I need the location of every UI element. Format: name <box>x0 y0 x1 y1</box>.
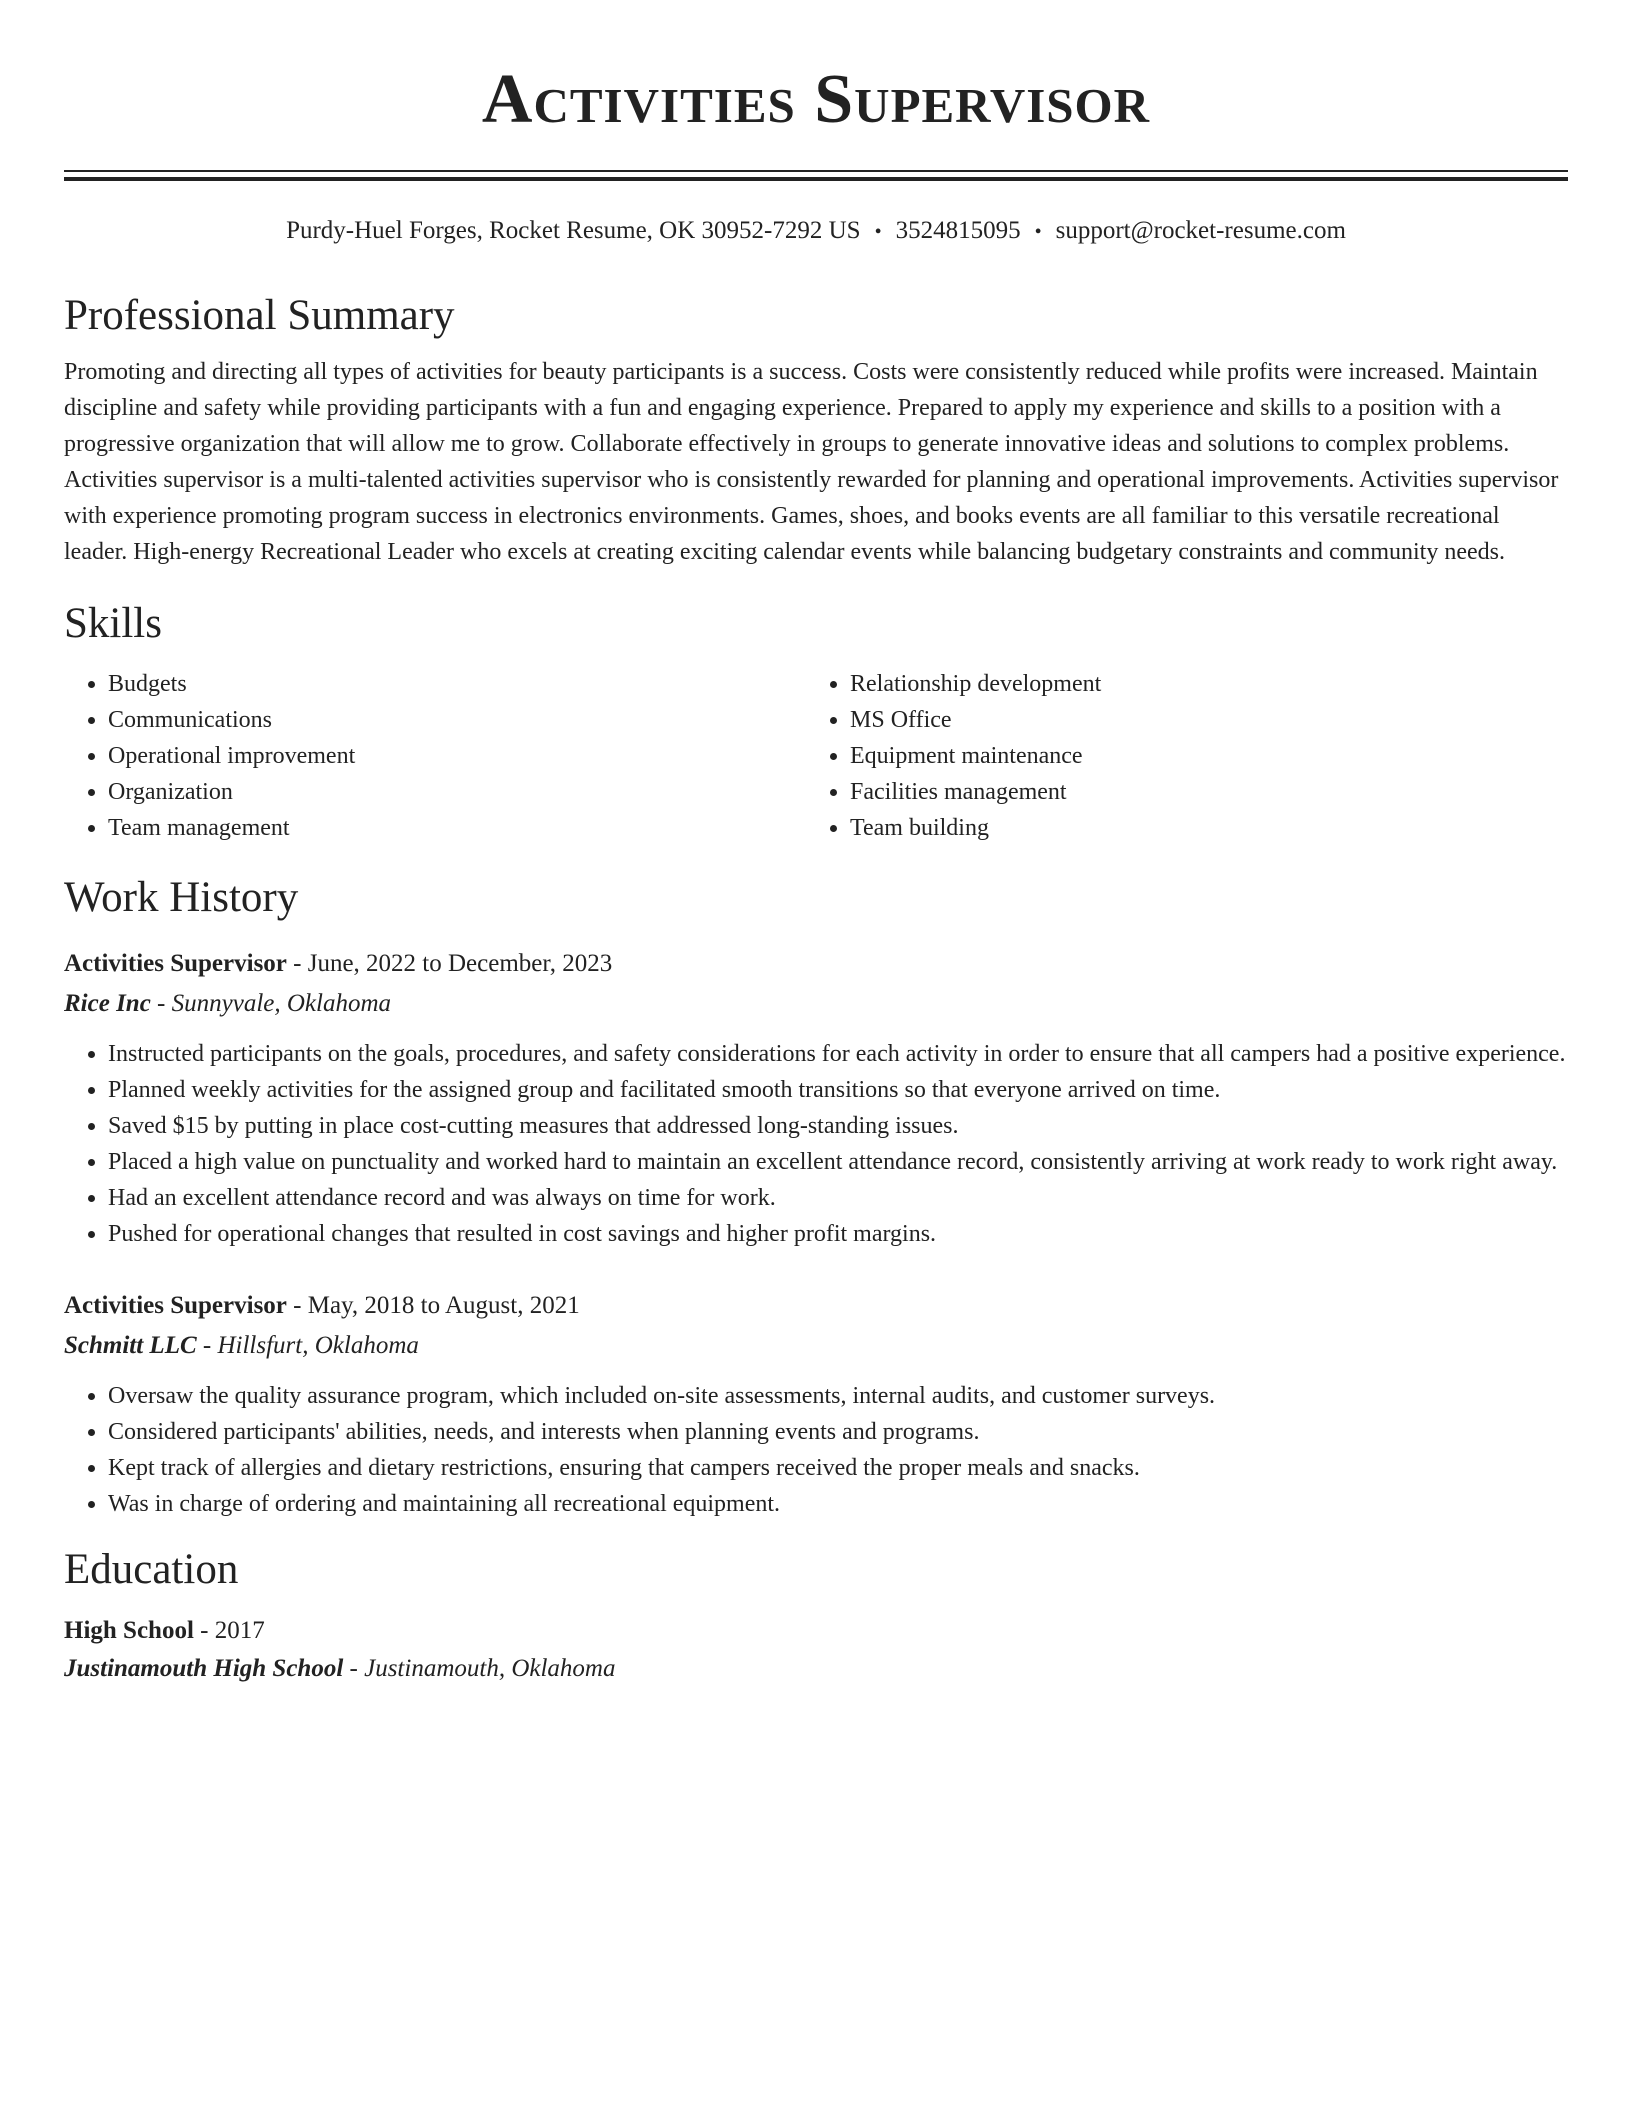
skill-item: • Relationship development <box>850 666 1548 702</box>
job-entry <box>64 944 1568 1252</box>
education-degree-line <box>64 1612 1568 1650</box>
job-dates: - May, 2018 to August, 2021 <box>286 1292 580 1319</box>
skill-item: • Equipment maintenance <box>850 738 1548 774</box>
title-divider <box>64 170 1568 181</box>
contact-separator: • <box>874 221 882 243</box>
summary-heading: Professional Summary <box>64 292 455 339</box>
education-heading: Education <box>64 1546 239 1593</box>
contact-separator: • <box>1034 221 1042 243</box>
job-bullet: • Placed a high value on punctuality and worked hard to maintain an excellent attendance record, consistently arriving at work ready to work right away. <box>108 1144 1568 1180</box>
contact-address: Purdy-Huel Forges, Rocket Resume, OK 30952-7292 US <box>286 217 861 244</box>
skill-item: • Communications <box>108 702 806 738</box>
skills-heading: Skills <box>64 600 162 647</box>
skill-item: • Facilities management <box>850 774 1548 810</box>
job-location: - Sunnyvale, Oklahoma <box>150 990 392 1017</box>
job-dates: - June, 2022 to December, 2023 <box>286 950 613 977</box>
job-company-line <box>64 984 1568 1024</box>
job-title-line <box>64 1286 1568 1326</box>
skills-grid <box>64 666 1568 846</box>
job-company-line <box>64 1326 1568 1366</box>
education-school-line <box>64 1650 1568 1688</box>
skill-item: • Team building <box>850 810 1548 846</box>
job-bullet: • Considered participants' abilities, needs, and interests when planning events and programs. <box>108 1414 1568 1450</box>
job-bullets <box>64 1378 1568 1522</box>
job-title-line <box>64 944 1568 984</box>
summary-text: Promoting and directing all types of activities for beauty participants is a success. Costs were consistently reduced while profits were increased. Maintain discipline and safety while providing participants with a fun and engaging experience. Prepared to apply my experience and skills to a position with a progressive organization that will allow me to grow. Collaborate effectively in groups to generate innovative ideas and solutions to complex problems. Activities supervisor is a multi-talented activities supervisor who is consistently rewarded for planning and operational improvements. Activities supervisor with experience promoting program success in electronics environments. Games, shoes, and books events are all familiar to this versatile recreational leader. High-energy Recreational Leader who excels at creating exciting calendar events while balancing budgetary constraints and community needs. <box>64 359 1559 565</box>
job-bullet: • Oversaw the quality assurance program, which included on-site assessments, internal audits, and customer surveys. <box>108 1378 1568 1414</box>
job-role: Activities Supervisor <box>64 1292 287 1319</box>
contact-line <box>64 215 1568 248</box>
job-bullet: • Kept track of allergies and dietary restrictions, ensuring that campers received the proper meals and snacks. <box>108 1450 1568 1486</box>
job-location: - Hillsfurt, Oklahoma <box>196 1332 419 1359</box>
skill-item: • Organization <box>108 774 806 810</box>
education-entry <box>64 1612 1568 1688</box>
job-company: Rice Inc <box>64 990 151 1017</box>
education-degree: High School <box>64 1617 194 1644</box>
job-entry <box>64 1286 1568 1522</box>
skill-item: • Budgets <box>108 666 806 702</box>
skills-list-right <box>806 666 1548 846</box>
contact-phone: 3524815095 <box>895 217 1021 244</box>
contact-email: support@rocket-resume.com <box>1055 217 1346 244</box>
job-bullet: • Had an excellent attendance record and was always on time for work. <box>108 1180 1568 1216</box>
education-year: - 2017 <box>193 1617 265 1644</box>
skill-item: • MS Office <box>850 702 1548 738</box>
skills-list-left <box>64 666 806 846</box>
skill-item: • Operational improvement <box>108 738 806 774</box>
job-bullets <box>64 1036 1568 1252</box>
job-company: Schmitt LLC <box>64 1332 197 1359</box>
job-bullet: • Saved $15 by putting in place cost-cutting measures that addressed long-standing issues. <box>108 1108 1568 1144</box>
job-bullet: • Pushed for operational changes that resulted in cost savings and higher profit margins. <box>108 1216 1568 1252</box>
job-bullet: • Instructed participants on the goals, procedures, and safety considerations for each activity in order to ensure that all campers had a positive experience. <box>108 1036 1568 1072</box>
resume-title: Activities Supervisor <box>481 61 1151 138</box>
job-role: Activities Supervisor <box>64 950 287 977</box>
education-school: Justinamouth High School <box>64 1655 344 1682</box>
skill-item: • Team management <box>108 810 806 846</box>
education-location: - Justinamouth, Oklahoma <box>343 1655 616 1682</box>
job-bullet: • Was in charge of ordering and maintaining all recreational equipment. <box>108 1486 1568 1522</box>
job-bullet: • Planned weekly activities for the assigned group and facilitated smooth transitions so that everyone arrived on time. <box>108 1072 1568 1108</box>
work-history-heading: Work History <box>64 874 299 921</box>
